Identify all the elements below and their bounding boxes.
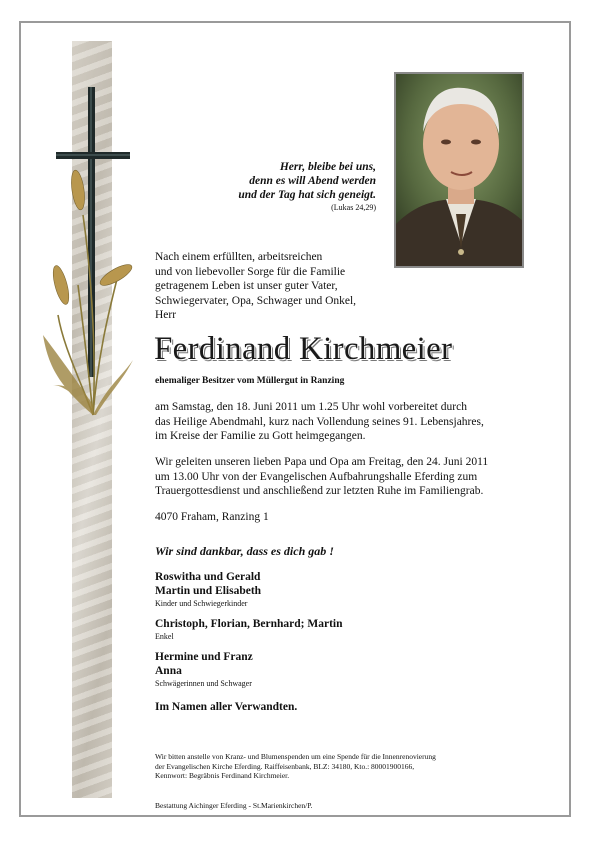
intro-line: Nach einem erfüllten, arbeitsreichen xyxy=(155,251,323,263)
deceased-subtitle: ehemaliger Besitzer vom Müllergut in Ranzing xyxy=(155,376,345,386)
deceased-name: Ferdinand Kirchmeier xyxy=(154,331,453,367)
portrait-photo xyxy=(394,72,524,268)
mourner-relation: Schwägerinnen und Schwager xyxy=(155,679,252,688)
closing-line: Im Namen aller Verwandten. xyxy=(155,701,298,713)
funeral-home-footer: Bestattung Aichinger Eferding - St.Marienkirchen/P. xyxy=(155,801,313,810)
intro-line: getragenem Leben ist unser guter Vater, xyxy=(155,280,338,292)
death-notice-paragraph xyxy=(155,400,525,444)
mourner-group xyxy=(155,570,261,609)
intro-line: Schwiegervater, Opa, Schwager und Onkel, xyxy=(155,294,357,307)
paragraph-line: Wir geleiten unseren lieben Papa und Opa am Freitag, den 24. Juni 2011 xyxy=(155,456,489,468)
verse-reference: (Lukas 24,29) xyxy=(331,203,376,212)
mourner-names: Christoph, Florian, Bernhard; Martin xyxy=(155,618,343,630)
mourner-names: Hermine und Franz xyxy=(155,651,253,663)
mourner-relation: Kinder und Schwiegerkinder xyxy=(155,599,248,608)
notice-line: der Evangelischen Kirche Eferding. Raiffeisenbank, BLZ: 34180, Kto.: 80001900166, xyxy=(155,761,415,771)
address: 4070 Fraham, Ranzing 1 xyxy=(155,511,269,523)
thanks-line: Wir sind dankbar, dass es dich gab ! xyxy=(155,544,334,558)
intro-line: Herr xyxy=(155,309,177,321)
funeral-paragraph xyxy=(155,455,525,499)
paragraph-line: Trauergottesdienst und anschließend zur letzten Ruhe im Familiengrab. xyxy=(155,485,484,497)
notice-line: Wir bitten anstelle von Kranz- und Blumenspenden um eine Spende für die Innenrenovierung xyxy=(155,752,436,761)
paragraph-line: am Samstag, den 18. Juni 2011 um 1.25 Uhr wohl vorbereitet durch xyxy=(155,401,467,413)
mourner-names: Martin und Elisabeth xyxy=(155,585,262,597)
bible-verse xyxy=(238,160,376,213)
mourner-names: Roswitha und Gerald xyxy=(155,571,261,583)
verse-line: Herr, bleibe bei uns, xyxy=(279,161,376,173)
verse-line: und der Tag hat sich geneigt. xyxy=(238,189,376,201)
mourner-group xyxy=(155,617,343,642)
verse-line: denn es will Abend werden xyxy=(249,175,376,187)
paragraph-line: das Heilige Abendmahl, kurz nach Vollendung seines 91. Lebensjahres, xyxy=(155,415,484,428)
mourner-names: Anna xyxy=(155,665,182,677)
cross-with-wheat-icon xyxy=(38,85,138,425)
mourner-group xyxy=(155,650,253,689)
intro-text xyxy=(155,250,385,323)
notice-line: Kennwort: Begräbnis Ferdinand Kirchmeier. xyxy=(155,771,290,780)
mourner-relation: Enkel xyxy=(155,632,174,641)
paragraph-line: um 13.00 Uhr von der Evangelischen Aufbahrungshalle Eferding zum xyxy=(155,470,478,483)
donation-notice xyxy=(155,752,515,781)
intro-line: und von liebevoller Sorge für die Familie xyxy=(155,265,346,278)
paragraph-line: im Kreise der Familie zu Gott heimgegangen. xyxy=(155,430,366,442)
